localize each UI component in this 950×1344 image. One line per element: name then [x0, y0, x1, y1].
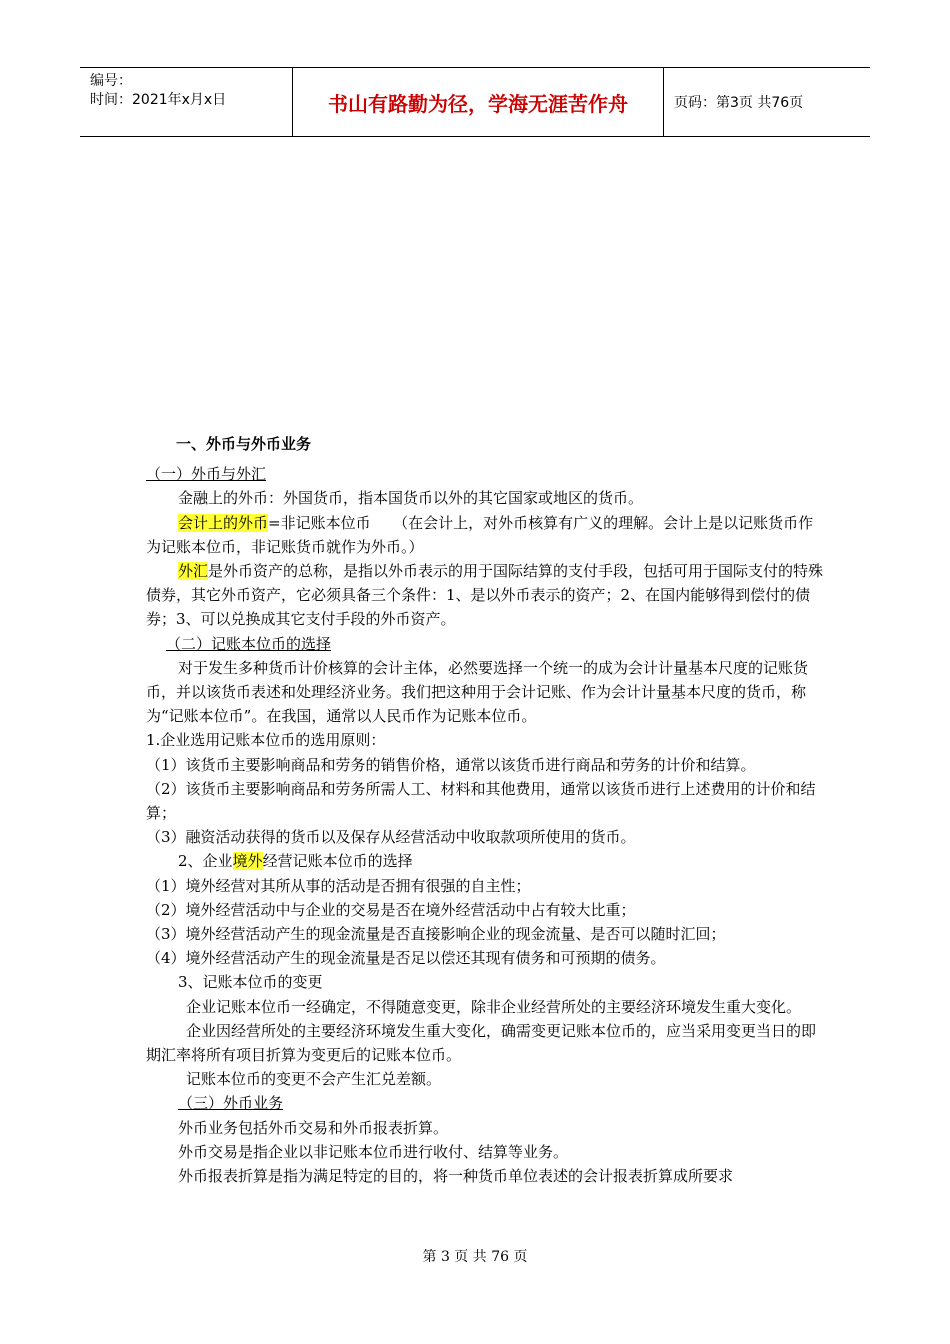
paragraph-text: 经营记账本位币的选择	[262, 852, 413, 871]
header-page-info: 页码：第3页 共76页	[674, 95, 804, 111]
list-item: （2）境外经营活动中与企业的交易是否在境外经营活动中占有较大比重；	[146, 900, 636, 919]
list-item: （3）境外经营活动产生的现金流量是否直接影响企业的现金流量、是否可以随时汇回；	[146, 925, 726, 944]
paragraph: 外币交易是指企业以非记账本位币进行收付、结算等业务。	[178, 1142, 569, 1161]
highlight: 外汇	[178, 562, 209, 581]
subsection-title-text: （三）外币业务	[178, 1094, 284, 1113]
paragraph	[146, 849, 826, 873]
page-footer: 第 3 页 共 76 页	[422, 1249, 528, 1265]
paragraph: 对于发生多种货币计价核算的会计主体，必然要选择一个统一的成为会计计量基本尺度的记账货币，并以该货币表述和处理经济业务。我们把这种用于会计记账、作为会计计量基本尺度的货币，称为“记账本位币”。在我国，通常以人民币作为记账本位币。	[146, 658, 809, 726]
header-motto: 书山有路勤为径，学海无涯苦作舟	[292, 68, 664, 136]
header-meta	[80, 68, 292, 136]
highlight: 境外	[232, 852, 263, 871]
subsection-title-text: （二）记账本位币的选择	[166, 634, 332, 653]
subsection-title-text: （一）外币与外汇	[146, 465, 267, 484]
list-item: （1）境外经营对其所从事的活动是否拥有很强的自主性；	[146, 876, 531, 895]
paragraph	[146, 559, 826, 632]
highlight: 会计上的外币	[178, 513, 269, 532]
paragraph-text: =非记账本位币 （在会计上，对外币核算有广义的理解。会计上是以记账货币作为记账本位币，非记账货币就作为外币。）	[146, 513, 814, 556]
subsection-title-2	[146, 632, 826, 656]
paragraph: 1.企业选用记账本位币的选用原则：	[146, 731, 386, 750]
paragraph: 金融上的外币：外国货币，指本国货币以外的其它国家或地区的货币。	[178, 489, 644, 508]
list-item: （3）融资活动获得的货币以及保存从经营活动中收取款项所使用的货币。	[146, 828, 636, 847]
paragraph	[146, 511, 826, 559]
list-item: （4）境外经营活动产生的现金流量是否足以偿还其现有债务和可预期的债务。	[146, 949, 666, 968]
paragraph: 企业因经营所处的主要经济环境发生重大变化，确需变更记账本位币的，应当采用变更当日的即期汇率将所有项目折算为变更后的记账本位币。	[146, 1021, 817, 1065]
number-label: 编号：	[90, 73, 132, 89]
paragraph: 企业记账本位币一经确定，不得随意变更，除非企业经营所处的主要经济环境发生重大变化。	[186, 997, 802, 1016]
time-label: 时间：2021年x月x日	[90, 92, 227, 108]
paragraph: 外币报表折算是指为满足特定的目的，将一种货币单位表述的会计报表折算成所要求	[178, 1167, 734, 1186]
page-header	[80, 67, 870, 137]
paragraph: 外币业务包括外币交易和外币报表折算。	[178, 1118, 449, 1137]
list-item: （1）该货币主要影响商品和劳务的销售价格，通常以该货币进行商品和劳务的计价和结算。	[146, 755, 756, 774]
subsection-title-1	[146, 462, 826, 486]
paragraph: 记账本位币的变更不会产生汇兑差额。	[186, 1070, 442, 1089]
paragraph-text: 是外币资产的总称，是指以外币表示的用于国际结算的支付手段，包括可用于国际支付的特殊债券，其它外币资产，它必须具备三个条件：1、是以外币表示的资产；2、在国内能够得到偿付的债券；3、可以兑换成其它支付手段的外币资产。	[146, 562, 824, 629]
paragraph: 3、记账本位币的变更	[178, 973, 323, 992]
subsection-title-3	[146, 1091, 826, 1115]
list-item: （2）该货币主要影响商品和劳务所需人工、材料和其他费用，通常以该货币进行上述费用的计价和结算；	[146, 779, 816, 823]
paragraph-text: 2、企业	[178, 852, 233, 871]
section-heading: 一、外币与外币业务	[176, 435, 312, 453]
document-body	[146, 432, 826, 1188]
